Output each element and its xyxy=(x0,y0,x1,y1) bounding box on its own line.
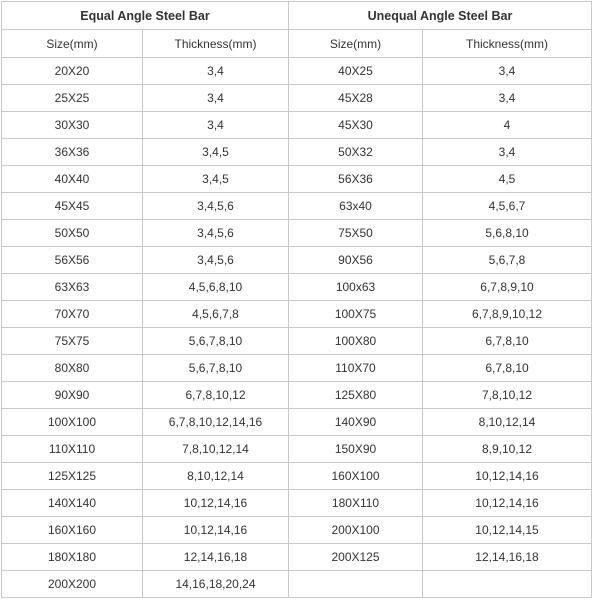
table-row xyxy=(2,247,592,274)
table-row xyxy=(2,193,592,220)
unequal-size-cell: 63x40 xyxy=(289,193,423,220)
equal-size-cell: 36X36 xyxy=(2,139,143,166)
unequal-thickness-column-header: Thickness(mm) xyxy=(423,30,592,58)
unequal-size-cell: 90X56 xyxy=(289,247,423,274)
equal-thickness-cell: 6,7,8,10,12,14,16 xyxy=(143,409,289,436)
table-row xyxy=(2,301,592,328)
equal-size-cell: 200X200 xyxy=(2,571,143,598)
unequal-size-cell: 100x63 xyxy=(289,274,423,301)
equal-thickness-cell: 4,5,6,8,10 xyxy=(143,274,289,301)
table-row xyxy=(2,490,592,517)
equal-thickness-cell: 3,4,5,6 xyxy=(143,247,289,274)
table-row xyxy=(2,463,592,490)
equal-size-cell: 56X56 xyxy=(2,247,143,274)
equal-size-cell: 80X80 xyxy=(2,355,143,382)
group-header-row xyxy=(2,2,592,30)
table-row xyxy=(2,112,592,139)
equal-thickness-cell: 3,4 xyxy=(143,112,289,139)
steel-bar-spec-table xyxy=(1,1,592,598)
unequal-thickness-cell: 6,7,8,10 xyxy=(423,328,592,355)
equal-thickness-cell: 3,4,5 xyxy=(143,166,289,193)
equal-size-cell: 30X30 xyxy=(2,112,143,139)
unequal-size-cell: 56X36 xyxy=(289,166,423,193)
unequal-thickness-cell: 4,5 xyxy=(423,166,592,193)
unequal-thickness-cell: 12,14,16,18 xyxy=(423,544,592,571)
equal-size-cell: 45X45 xyxy=(2,193,143,220)
unequal-size-cell: 150X90 xyxy=(289,436,423,463)
equal-size-cell: 25X25 xyxy=(2,85,143,112)
unequal-thickness-cell: 5,6,7,8 xyxy=(423,247,592,274)
unequal-size-column-header: Size(mm) xyxy=(289,30,423,58)
equal-thickness-column-header: Thickness(mm) xyxy=(143,30,289,58)
equal-size-cell: 100X100 xyxy=(2,409,143,436)
equal-thickness-cell: 10,12,14,16 xyxy=(143,490,289,517)
unequal-size-cell: 45X30 xyxy=(289,112,423,139)
equal-size-cell: 160X160 xyxy=(2,517,143,544)
column-header-row xyxy=(2,30,592,58)
unequal-size-cell: 50X32 xyxy=(289,139,423,166)
equal-size-cell: 140X140 xyxy=(2,490,143,517)
unequal-thickness-cell xyxy=(423,571,592,598)
equal-thickness-cell: 3,4,5 xyxy=(143,139,289,166)
unequal-size-cell: 125X80 xyxy=(289,382,423,409)
unequal-size-cell: 180X110 xyxy=(289,490,423,517)
unequal-size-cell: 75X50 xyxy=(289,220,423,247)
equal-size-cell: 20X20 xyxy=(2,58,143,85)
table-row xyxy=(2,85,592,112)
equal-size-cell: 63X63 xyxy=(2,274,143,301)
unequal-size-cell: 45X28 xyxy=(289,85,423,112)
unequal-thickness-cell: 6,7,8,10 xyxy=(423,355,592,382)
table-row xyxy=(2,58,592,85)
unequal-thickness-cell: 6,7,8,9,10,12 xyxy=(423,301,592,328)
equal-size-column-header: Size(mm) xyxy=(2,30,143,58)
unequal-thickness-cell: 3,4 xyxy=(423,139,592,166)
equal-thickness-cell: 8,10,12,14 xyxy=(143,463,289,490)
equal-thickness-cell: 3,4,5,6 xyxy=(143,220,289,247)
equal-size-cell: 40X40 xyxy=(2,166,143,193)
equal-size-cell: 90X90 xyxy=(2,382,143,409)
equal-size-cell: 70X70 xyxy=(2,301,143,328)
table-row xyxy=(2,544,592,571)
table-row xyxy=(2,274,592,301)
table-row xyxy=(2,382,592,409)
equal-thickness-cell: 4,5,6,7,8 xyxy=(143,301,289,328)
unequal-size-cell: 100X75 xyxy=(289,301,423,328)
table-body xyxy=(2,58,592,598)
table-row xyxy=(2,409,592,436)
unequal-thickness-cell: 3,4 xyxy=(423,58,592,85)
table-row xyxy=(2,517,592,544)
unequal-thickness-cell: 10,12,14,16 xyxy=(423,490,592,517)
unequal-thickness-cell: 7,8,10,12 xyxy=(423,382,592,409)
unequal-size-cell: 40X25 xyxy=(289,58,423,85)
table-row xyxy=(2,436,592,463)
unequal-size-cell: 110X70 xyxy=(289,355,423,382)
table-row xyxy=(2,571,592,598)
equal-size-cell: 180X180 xyxy=(2,544,143,571)
unequal-size-cell: 200X100 xyxy=(289,517,423,544)
unequal-thickness-cell: 4,5,6,7 xyxy=(423,193,592,220)
equal-thickness-cell: 14,16,18,20,24 xyxy=(143,571,289,598)
table-row xyxy=(2,139,592,166)
unequal-size-cell: 160X100 xyxy=(289,463,423,490)
equal-thickness-cell: 3,4,5,6 xyxy=(143,193,289,220)
unequal-size-cell xyxy=(289,571,423,598)
table-row xyxy=(2,220,592,247)
unequal-thickness-cell: 8,10,12,14 xyxy=(423,409,592,436)
unequal-thickness-cell: 4 xyxy=(423,112,592,139)
steel-bar-spec-table-container xyxy=(1,1,591,598)
table-row xyxy=(2,355,592,382)
equal-size-cell: 75X75 xyxy=(2,328,143,355)
unequal-angle-header: Unequal Angle Steel Bar xyxy=(289,2,592,30)
unequal-thickness-cell: 10,12,14,16 xyxy=(423,463,592,490)
equal-thickness-cell: 7,8,10,12,14 xyxy=(143,436,289,463)
equal-thickness-cell: 3,4 xyxy=(143,58,289,85)
unequal-thickness-cell: 3,4 xyxy=(423,85,592,112)
table-row xyxy=(2,166,592,193)
equal-thickness-cell: 5,6,7,8,10 xyxy=(143,328,289,355)
unequal-size-cell: 140X90 xyxy=(289,409,423,436)
equal-size-cell: 110X110 xyxy=(2,436,143,463)
unequal-thickness-cell: 10,12,14,15 xyxy=(423,517,592,544)
equal-angle-header: Equal Angle Steel Bar xyxy=(2,2,289,30)
unequal-thickness-cell: 6,7,8,9,10 xyxy=(423,274,592,301)
unequal-thickness-cell: 5,6,8,10 xyxy=(423,220,592,247)
unequal-thickness-cell: 8,9,10,12 xyxy=(423,436,592,463)
equal-size-cell: 50X50 xyxy=(2,220,143,247)
equal-thickness-cell: 6,7,8,10,12 xyxy=(143,382,289,409)
unequal-size-cell: 200X125 xyxy=(289,544,423,571)
equal-thickness-cell: 3,4 xyxy=(143,85,289,112)
unequal-size-cell: 100X80 xyxy=(289,328,423,355)
equal-thickness-cell: 5,6,7,8,10 xyxy=(143,355,289,382)
equal-thickness-cell: 10,12,14,16 xyxy=(143,517,289,544)
equal-thickness-cell: 12,14,16,18 xyxy=(143,544,289,571)
equal-size-cell: 125X125 xyxy=(2,463,143,490)
table-row xyxy=(2,328,592,355)
